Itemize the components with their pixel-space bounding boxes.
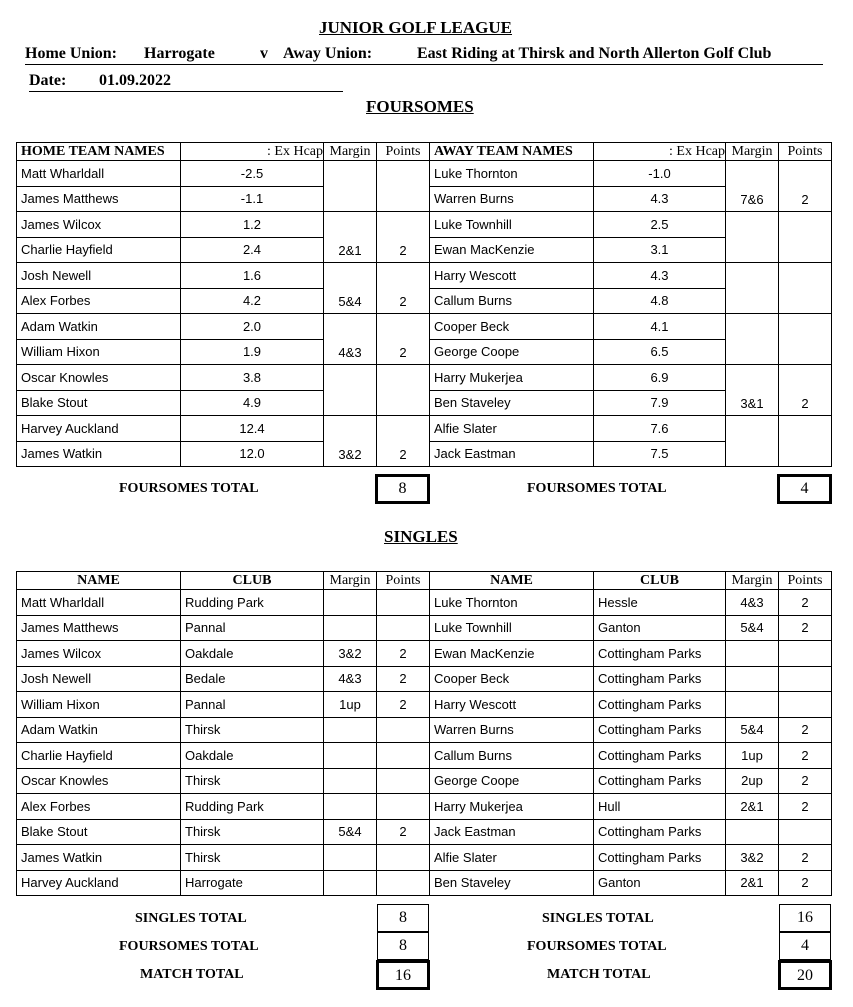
date-value: 01.09.2022 [99, 72, 171, 89]
away-player-club: Hessle [594, 590, 726, 616]
away-player-name: Warren Burns [430, 717, 594, 743]
away-player-name: Callum Burns [430, 288, 594, 314]
home-player-hcap: 1.9 [181, 339, 324, 365]
home-player-name: Matt Wharldall [17, 161, 181, 187]
date-line [29, 72, 343, 92]
home-player-club: Pannal [181, 615, 324, 641]
match-total-away: 20 [778, 960, 832, 990]
away-player-name: Alfie Slater [430, 845, 594, 871]
home-player-hcap: -1.1 [181, 186, 324, 212]
foursomes-table [16, 142, 832, 467]
singles-total-label-home: SINGLES TOTAL [135, 911, 247, 926]
home-pair-points: 2 [377, 314, 430, 365]
foursomes-total-label-home: FOURSOMES TOTAL [119, 481, 259, 496]
away-player-hcap: 3.1 [594, 237, 726, 263]
away-pair-margin [726, 416, 779, 467]
away-player-name: Ben Staveley [430, 390, 594, 416]
home-player-name: Matt Wharldall [17, 590, 181, 616]
away-pair-points [779, 314, 832, 365]
away-margin: 5&4 [726, 717, 779, 743]
home-margin [324, 717, 377, 743]
table-row [17, 717, 832, 743]
away-player-name: Harry Wescott [430, 692, 594, 718]
home-points: 2 [377, 692, 430, 718]
away-pair-points [779, 263, 832, 314]
away-player-club: Cottingham Parks [594, 666, 726, 692]
home-points [377, 615, 430, 641]
away-margin [726, 666, 779, 692]
away-pair-margin: 3&1 [726, 365, 779, 416]
away-pair-margin: 7&6 [726, 161, 779, 212]
home-pair-points: 2 [377, 263, 430, 314]
away-player-club: Cottingham Parks [594, 819, 726, 845]
home-player-name: Harvey Auckland [17, 870, 181, 896]
away-points: 2 [779, 743, 832, 769]
away-margin: 2up [726, 768, 779, 794]
away-player-hcap: 4.8 [594, 288, 726, 314]
away-player-name: Ben Staveley [430, 870, 594, 896]
away-points [779, 641, 832, 667]
col-home-hcap: : Ex Hcap [181, 143, 324, 161]
home-points [377, 845, 430, 871]
away-player-club: Cottingham Parks [594, 845, 726, 871]
away-player-name: Callum Burns [430, 743, 594, 769]
away-margin: 2&1 [726, 794, 779, 820]
col-away-margin: Margin [726, 572, 779, 590]
col-home-club: CLUB [181, 572, 324, 590]
away-pair-points: 2 [779, 161, 832, 212]
date-label: Date: [29, 72, 67, 89]
away-player-hcap: 4.1 [594, 314, 726, 340]
home-points [377, 590, 430, 616]
singles-total-home: 8 [377, 904, 429, 932]
away-player-name: Cooper Beck [430, 314, 594, 340]
away-player-name: Harry Wescott [430, 263, 594, 289]
home-margin [324, 845, 377, 871]
away-player-hcap: 6.9 [594, 365, 726, 391]
table-row [17, 666, 832, 692]
col-home-team-names: HOME TEAM NAMES [17, 143, 181, 161]
home-player-hcap: 1.2 [181, 212, 324, 238]
table-row [17, 314, 832, 340]
home-player-hcap: -2.5 [181, 161, 324, 187]
home-union-value: Harrogate [144, 45, 215, 62]
away-player-name: Alfie Slater [430, 416, 594, 442]
table-row [17, 641, 832, 667]
col-home-margin: Margin [324, 572, 377, 590]
home-player-hcap: 3.8 [181, 365, 324, 391]
foursomes-total-home-2: 8 [377, 932, 429, 960]
home-player-club: Thirsk [181, 717, 324, 743]
away-pair-margin [726, 212, 779, 263]
away-pair-points [779, 212, 832, 263]
home-player-hcap: 12.0 [181, 441, 324, 467]
table-row [17, 416, 832, 442]
home-margin: 3&2 [324, 641, 377, 667]
foursomes-total-label-away-2: FOURSOMES TOTAL [527, 939, 667, 954]
away-margin [726, 641, 779, 667]
home-player-club: Oakdale [181, 743, 324, 769]
away-player-club: Hull [594, 794, 726, 820]
home-player-name: Adam Watkin [17, 314, 181, 340]
table-row [17, 743, 832, 769]
away-margin: 4&3 [726, 590, 779, 616]
home-margin [324, 743, 377, 769]
home-player-name: James Matthews [17, 186, 181, 212]
home-pair-points [377, 161, 430, 212]
col-home-name: NAME [17, 572, 181, 590]
match-total-label-home: MATCH TOTAL [140, 967, 244, 982]
away-player-hcap: 4.3 [594, 263, 726, 289]
home-margin [324, 615, 377, 641]
home-union-label: Home Union: [25, 45, 117, 62]
home-pair-points: 2 [377, 416, 430, 467]
away-margin [726, 692, 779, 718]
table-row [17, 870, 832, 896]
col-away-points: Points [779, 572, 832, 590]
home-player-name: James Watkin [17, 845, 181, 871]
home-player-name: Josh Newell [17, 666, 181, 692]
match-total-label-away: MATCH TOTAL [547, 967, 651, 982]
away-player-hcap: -1.0 [594, 161, 726, 187]
foursomes-heading: FOURSOMES [366, 97, 474, 116]
home-player-club: Thirsk [181, 819, 324, 845]
home-player-name: Charlie Hayfield [17, 237, 181, 263]
home-player-hcap: 2.4 [181, 237, 324, 263]
away-pair-points [779, 416, 832, 467]
table-row [17, 365, 832, 391]
home-player-club: Oakdale [181, 641, 324, 667]
home-player-club: Rudding Park [181, 794, 324, 820]
col-away-team-names: AWAY TEAM NAMES [430, 143, 594, 161]
away-player-name: George Coope [430, 768, 594, 794]
home-points: 2 [377, 819, 430, 845]
union-line [25, 45, 823, 65]
table-row [17, 212, 832, 238]
away-points: 2 [779, 590, 832, 616]
foursomes-total-label-away: FOURSOMES TOTAL [527, 481, 667, 496]
table-row [17, 692, 832, 718]
home-player-club: Thirsk [181, 845, 324, 871]
home-player-name: Oscar Knowles [17, 768, 181, 794]
away-points: 2 [779, 794, 832, 820]
foursomes-total-away-2: 4 [779, 932, 831, 960]
home-player-hcap: 12.4 [181, 416, 324, 442]
home-player-name: Alex Forbes [17, 288, 181, 314]
away-player-hcap: 4.3 [594, 186, 726, 212]
home-margin [324, 870, 377, 896]
home-player-name: James Wilcox [17, 212, 181, 238]
away-player-hcap: 2.5 [594, 212, 726, 238]
away-player-name: Cooper Beck [430, 666, 594, 692]
table-row [17, 819, 832, 845]
home-player-name: Alex Forbes [17, 794, 181, 820]
away-margin: 1up [726, 743, 779, 769]
home-pair-points: 2 [377, 212, 430, 263]
away-player-hcap: 7.5 [594, 441, 726, 467]
home-margin [324, 768, 377, 794]
foursomes-total-label-home-2: FOURSOMES TOTAL [119, 939, 259, 954]
col-away-name: NAME [430, 572, 594, 590]
home-player-name: James Matthews [17, 615, 181, 641]
home-points [377, 768, 430, 794]
home-points [377, 743, 430, 769]
col-margin: Margin [324, 143, 377, 161]
away-player-name: Ewan MacKenzie [430, 237, 594, 263]
home-player-club: Rudding Park [181, 590, 324, 616]
away-player-name: Ewan MacKenzie [430, 641, 594, 667]
away-player-name: George Coope [430, 339, 594, 365]
home-pair-margin: 3&2 [324, 416, 377, 467]
away-pair-margin [726, 314, 779, 365]
home-player-hcap: 1.6 [181, 263, 324, 289]
home-player-name: James Wilcox [17, 641, 181, 667]
home-pair-margin: 4&3 [324, 314, 377, 365]
home-pair-margin: 2&1 [324, 212, 377, 263]
away-player-name: Harry Mukerjea [430, 794, 594, 820]
away-margin: 3&2 [726, 845, 779, 871]
home-player-name: James Watkin [17, 441, 181, 467]
home-player-name: William Hixon [17, 339, 181, 365]
away-points [779, 666, 832, 692]
home-player-hcap: 4.2 [181, 288, 324, 314]
away-player-club: Ganton [594, 870, 726, 896]
home-points [377, 717, 430, 743]
home-pair-margin [324, 161, 377, 212]
page-title: JUNIOR GOLF LEAGUE [319, 18, 513, 37]
away-margin [726, 819, 779, 845]
away-player-club: Cottingham Parks [594, 768, 726, 794]
away-player-club: Cottingham Parks [594, 743, 726, 769]
away-player-hcap: 6.5 [594, 339, 726, 365]
table-row [17, 263, 832, 289]
home-player-name: Josh Newell [17, 263, 181, 289]
away-player-club: Cottingham Parks [594, 717, 726, 743]
away-union-value: East Riding at Thirsk and North Allerton Golf Club [417, 45, 772, 62]
table-row [17, 161, 832, 187]
away-margin: 5&4 [726, 615, 779, 641]
away-player-name: Jack Eastman [430, 441, 594, 467]
away-player-name: Luke Thornton [430, 161, 594, 187]
col-points: Points [377, 143, 430, 161]
home-player-club: Thirsk [181, 768, 324, 794]
away-player-club: Cottingham Parks [594, 692, 726, 718]
home-player-name: Oscar Knowles [17, 365, 181, 391]
foursomes-total-home: 8 [375, 474, 430, 504]
home-margin [324, 590, 377, 616]
away-player-name: Harry Mukerjea [430, 365, 594, 391]
table-row [17, 590, 832, 616]
singles-table [16, 571, 832, 896]
away-player-name: Luke Thornton [430, 590, 594, 616]
col-margin: Margin [726, 143, 779, 161]
home-pair-points [377, 365, 430, 416]
table-row [17, 845, 832, 871]
home-player-club: Pannal [181, 692, 324, 718]
away-player-name: Warren Burns [430, 186, 594, 212]
home-player-hcap: 2.0 [181, 314, 324, 340]
away-points: 2 [779, 768, 832, 794]
home-pair-margin [324, 365, 377, 416]
home-player-name: Blake Stout [17, 819, 181, 845]
away-pair-points: 2 [779, 365, 832, 416]
singles-total-away: 16 [779, 904, 831, 932]
away-player-name: Luke Townhill [430, 615, 594, 641]
col-points: Points [779, 143, 832, 161]
away-points [779, 819, 832, 845]
away-pair-margin [726, 263, 779, 314]
table-row [17, 794, 832, 820]
home-player-name: Blake Stout [17, 390, 181, 416]
away-player-hcap: 7.6 [594, 416, 726, 442]
away-points: 2 [779, 845, 832, 871]
col-home-points: Points [377, 572, 430, 590]
home-player-name: Charlie Hayfield [17, 743, 181, 769]
home-points: 2 [377, 641, 430, 667]
away-player-club: Ganton [594, 615, 726, 641]
away-points: 2 [779, 615, 832, 641]
home-points: 2 [377, 666, 430, 692]
match-total-home: 16 [376, 960, 430, 990]
col-away-hcap: : Ex Hcap [594, 143, 726, 161]
home-points [377, 794, 430, 820]
away-player-name: Luke Townhill [430, 212, 594, 238]
home-player-club: Bedale [181, 666, 324, 692]
versus-text: v [260, 45, 268, 62]
away-union-label: Away Union: [283, 45, 373, 62]
foursomes-total-away: 4 [777, 474, 832, 504]
home-margin [324, 794, 377, 820]
home-player-hcap: 4.9 [181, 390, 324, 416]
table-row [17, 615, 832, 641]
table-row [17, 768, 832, 794]
home-margin: 4&3 [324, 666, 377, 692]
home-points [377, 870, 430, 896]
away-points: 2 [779, 870, 832, 896]
home-player-name: Adam Watkin [17, 717, 181, 743]
home-player-name: Harvey Auckland [17, 416, 181, 442]
home-player-club: Harrogate [181, 870, 324, 896]
away-player-hcap: 7.9 [594, 390, 726, 416]
away-points [779, 692, 832, 718]
home-player-name: William Hixon [17, 692, 181, 718]
home-margin: 5&4 [324, 819, 377, 845]
away-player-club: Cottingham Parks [594, 641, 726, 667]
singles-total-label-away: SINGLES TOTAL [542, 911, 654, 926]
away-player-name: Jack Eastman [430, 819, 594, 845]
home-margin: 1up [324, 692, 377, 718]
col-away-club: CLUB [594, 572, 726, 590]
away-points: 2 [779, 717, 832, 743]
home-pair-margin: 5&4 [324, 263, 377, 314]
away-margin: 2&1 [726, 870, 779, 896]
singles-heading: SINGLES [384, 527, 458, 546]
